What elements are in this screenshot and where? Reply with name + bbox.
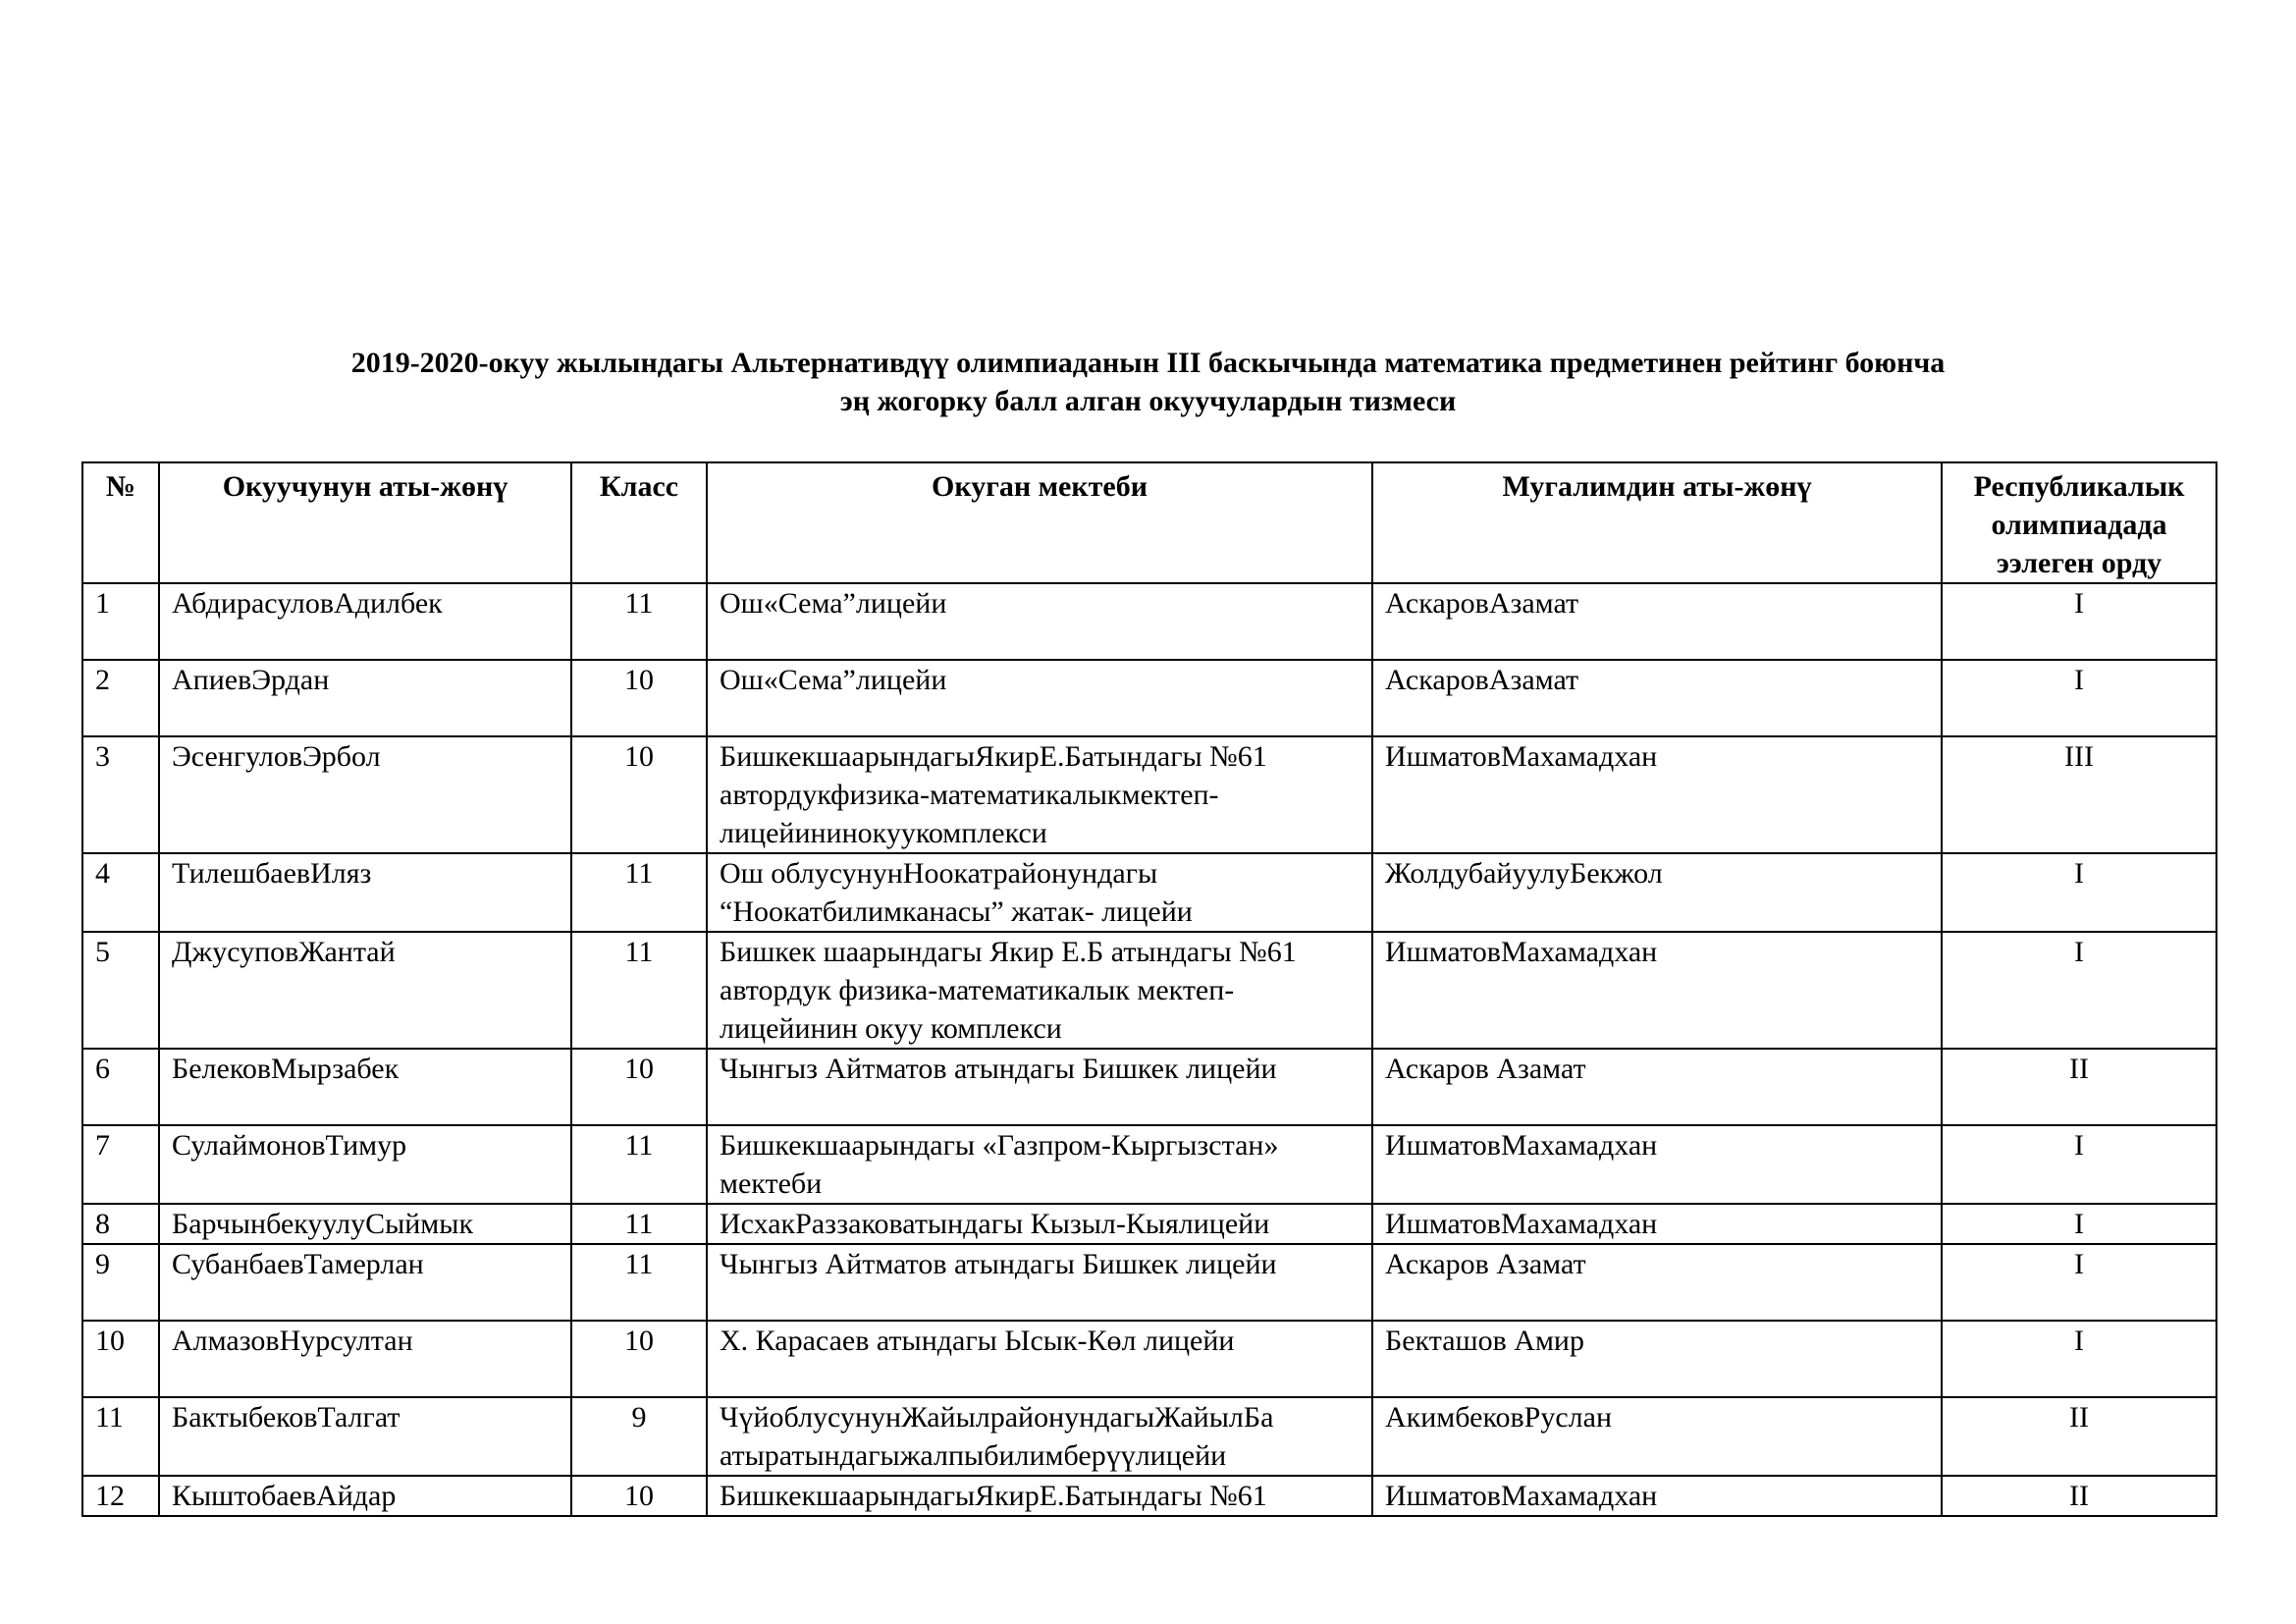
- cell-num: 1: [82, 583, 159, 660]
- results-table: [81, 461, 2217, 1517]
- cell-class: 10: [571, 660, 707, 736]
- cell-teacher: ИшматовМахамадхан: [1372, 1204, 1942, 1244]
- cell-school: БишкекшаарындагыЯкирЕ.Батындагы №61: [707, 1476, 1372, 1516]
- cell-class: 11: [571, 1125, 707, 1204]
- table-row: [82, 932, 2216, 1049]
- cell-student-name: СубанбаевТамерлан: [159, 1244, 571, 1321]
- cell-place: I: [1942, 1204, 2216, 1244]
- document-title: [0, 344, 2296, 420]
- header-place: Республикалык олимпиадада ээлеген орду: [1942, 462, 2216, 583]
- cell-num: 11: [82, 1397, 159, 1476]
- cell-num: 6: [82, 1049, 159, 1125]
- cell-num: 9: [82, 1244, 159, 1321]
- cell-place: I: [1942, 1244, 2216, 1321]
- cell-student-name: АлмазовНурсултан: [159, 1321, 571, 1397]
- cell-teacher: Аскаров Азамат: [1372, 1244, 1942, 1321]
- cell-student-name: ТилешбаевИляз: [159, 853, 571, 932]
- cell-teacher: АскаровАзамат: [1372, 660, 1942, 736]
- table-row: [82, 1125, 2216, 1204]
- table-row: [82, 1049, 2216, 1125]
- table-row: [82, 1321, 2216, 1397]
- cell-teacher: ИшматовМахамадхан: [1372, 1125, 1942, 1204]
- cell-place: II: [1942, 1397, 2216, 1476]
- cell-class: 10: [571, 1476, 707, 1516]
- cell-class: 10: [571, 736, 707, 853]
- cell-student-name: ДжусуповЖантай: [159, 932, 571, 1049]
- cell-place: II: [1942, 1476, 2216, 1516]
- cell-place: II: [1942, 1049, 2216, 1125]
- title-line-2: эң жогорку балл алган окуучулардын тизмеси: [839, 385, 1457, 417]
- cell-student-name: БелековМырзабек: [159, 1049, 571, 1125]
- cell-school: Х. Карасаев атындагы Ысык-Көл лицейи: [707, 1321, 1372, 1397]
- cell-student-name: АпиевЭрдан: [159, 660, 571, 736]
- cell-school: Бишкек шаарындагы Якир Е.Б атындагы №61 автордук физика-математикалык мектеп-лицейинин окуу комплекси: [707, 932, 1372, 1049]
- cell-teacher: Аскаров Азамат: [1372, 1049, 1942, 1125]
- cell-school: ЧүйоблусунунЖайылрайонундагыЖайылБа атыратындагыжалпыбилимберүүлицейи: [707, 1397, 1372, 1476]
- cell-class: 10: [571, 1049, 707, 1125]
- cell-class: 11: [571, 1244, 707, 1321]
- cell-teacher: Бекташов Амир: [1372, 1321, 1942, 1397]
- cell-place: I: [1942, 853, 2216, 932]
- cell-num: 8: [82, 1204, 159, 1244]
- title-line-1: 2019-2020-окуу жылындагы Альтернативдүү олимпиаданын III баскычында математика предметинен рейтинг боюнча: [350, 347, 1946, 379]
- header-num: №: [82, 462, 159, 583]
- cell-num: 12: [82, 1476, 159, 1516]
- cell-school: ИсхакРаззаковатындагы Кызыл-Кыялицейи: [707, 1204, 1372, 1244]
- table-header-row: [82, 462, 2216, 583]
- table-row: [82, 1244, 2216, 1321]
- cell-place: I: [1942, 1125, 2216, 1204]
- cell-place: I: [1942, 660, 2216, 736]
- header-name: Окуучунун аты-жөнү: [159, 462, 571, 583]
- cell-teacher: АкимбековРуслан: [1372, 1397, 1942, 1476]
- cell-student-name: КыштобаевАйдар: [159, 1476, 571, 1516]
- cell-num: 4: [82, 853, 159, 932]
- table-row: [82, 660, 2216, 736]
- cell-student-name: СулаймоновТимур: [159, 1125, 571, 1204]
- cell-teacher: ИшматовМахамадхан: [1372, 1476, 1942, 1516]
- cell-place: I: [1942, 932, 2216, 1049]
- cell-student-name: БарчынбекуулуСыймык: [159, 1204, 571, 1244]
- cell-class: 10: [571, 1321, 707, 1397]
- table-row: [82, 583, 2216, 660]
- cell-teacher: ЖолдубайуулуБекжол: [1372, 853, 1942, 932]
- cell-place: III: [1942, 736, 2216, 853]
- header-school: Окуган мектеби: [707, 462, 1372, 583]
- cell-school: БишкекшаарындагыЯкирЕ.Батындагы №61 автордукфизика-математикалыкмектеп-лицейининокуукомплекси: [707, 736, 1372, 853]
- cell-student-name: БактыбековТалгат: [159, 1397, 571, 1476]
- header-class: Класс: [571, 462, 707, 583]
- cell-class: 11: [571, 853, 707, 932]
- cell-num: 3: [82, 736, 159, 853]
- cell-class: 11: [571, 1204, 707, 1244]
- cell-class: 9: [571, 1397, 707, 1476]
- cell-school: Ош«Сема”лицейи: [707, 583, 1372, 660]
- table-row: [82, 736, 2216, 853]
- cell-student-name: АбдирасуловАдилбек: [159, 583, 571, 660]
- cell-teacher: АскаровАзамат: [1372, 583, 1942, 660]
- cell-num: 10: [82, 1321, 159, 1397]
- cell-place: I: [1942, 583, 2216, 660]
- cell-teacher: ИшматовМахамадхан: [1372, 736, 1942, 853]
- cell-student-name: ЭсенгуловЭрбол: [159, 736, 571, 853]
- cell-class: 11: [571, 932, 707, 1049]
- cell-school: Бишкекшаарындагы «Газпром-Кыргызстан» мектеби: [707, 1125, 1372, 1204]
- cell-school: Чынгыз Айтматов атындагы Бишкек лицейи: [707, 1049, 1372, 1125]
- cell-teacher: ИшматовМахамадхан: [1372, 932, 1942, 1049]
- table-row: [82, 1397, 2216, 1476]
- cell-num: 5: [82, 932, 159, 1049]
- cell-class: 11: [571, 583, 707, 660]
- table-row: [82, 1476, 2216, 1516]
- table-row: [82, 1204, 2216, 1244]
- cell-num: 7: [82, 1125, 159, 1204]
- cell-school: Чынгыз Айтматов атындагы Бишкек лицейи: [707, 1244, 1372, 1321]
- cell-school: Ош«Сема”лицейи: [707, 660, 1372, 736]
- cell-school: Ош облусунунНоокатрайонундагы “Ноокатбилимканасы” жатак- лицейи: [707, 853, 1372, 932]
- table-row: [82, 853, 2216, 932]
- cell-place: I: [1942, 1321, 2216, 1397]
- header-teacher: Мугалимдин аты-жөнү: [1372, 462, 1942, 583]
- cell-num: 2: [82, 660, 159, 736]
